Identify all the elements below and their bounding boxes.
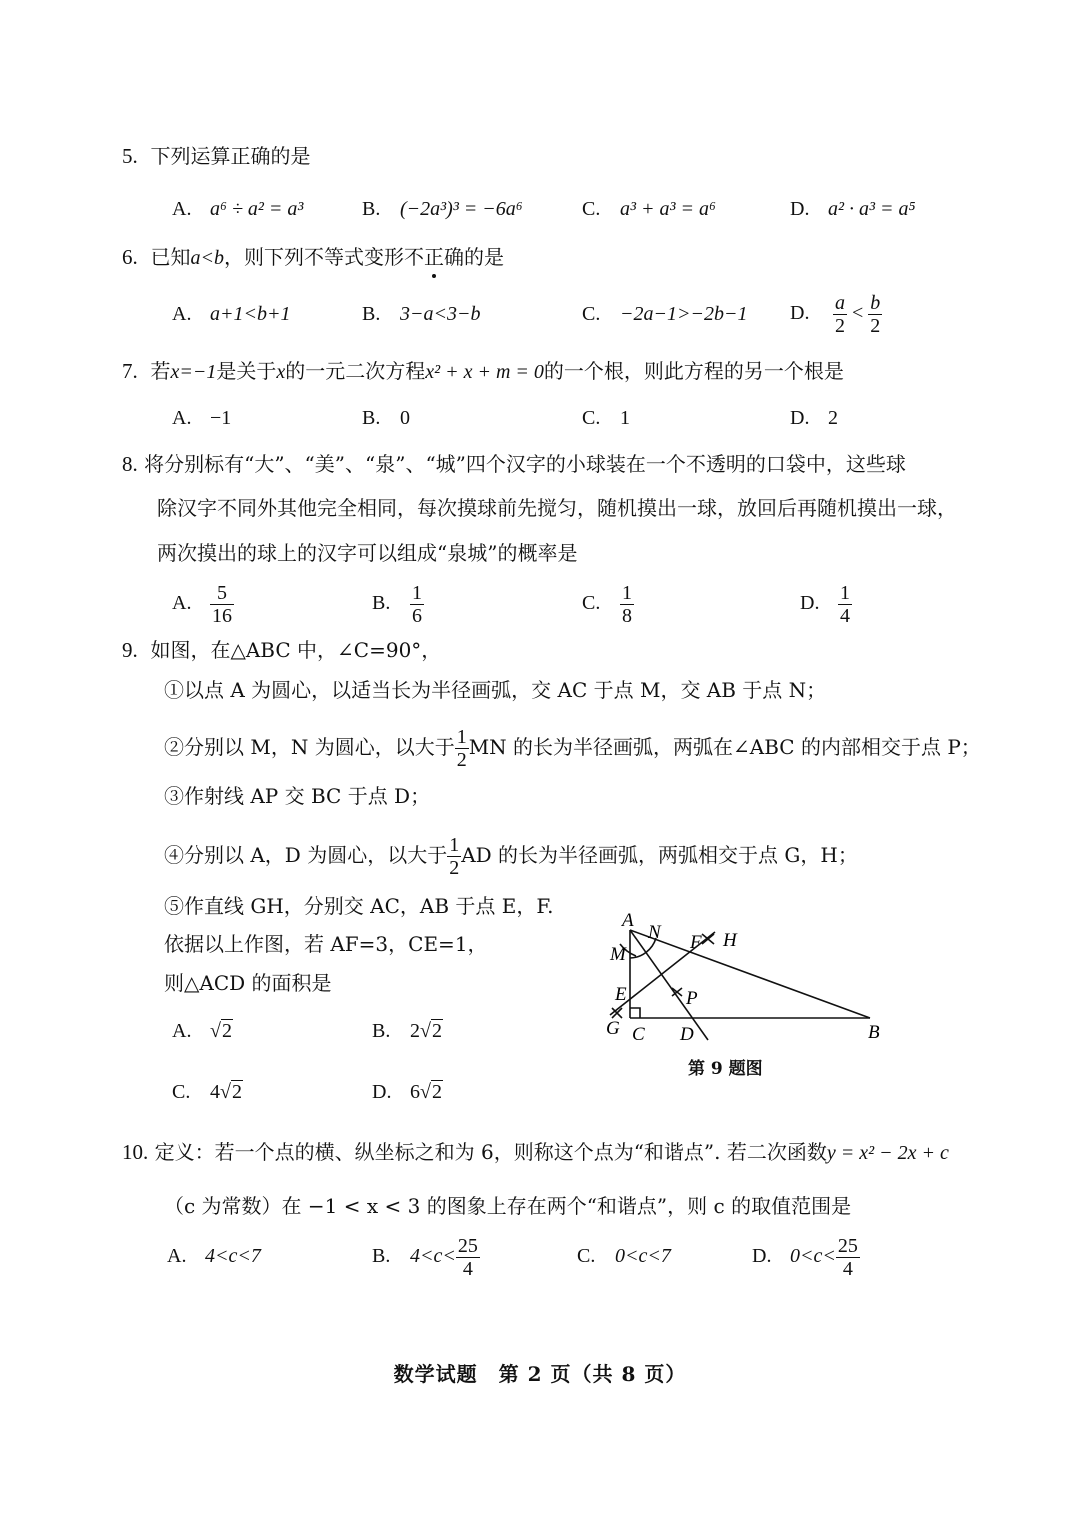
q10-option-b: B. 4<c< $\frac{25}{4}$ (372, 1235, 478, 1280)
q5-option-b: B. (−2a³)³ = −6a⁶ (362, 198, 523, 220)
q7-option-d: D. 2 (790, 407, 838, 429)
q8-option-d: D. $\frac{1}{4}$ (800, 582, 850, 627)
q9-step-4: ④分别以 A，D 为圆心，以大于 $\frac{1}{2}$ AD 的长为半径画弧，两弧相交于点 G，H； (164, 834, 858, 879)
label-h: H (723, 930, 737, 951)
q10-option-a: A. 4<c<7 (167, 1245, 261, 1267)
q9-option-d: D. 6√2 (372, 1081, 442, 1103)
q8-line-3: 两次摸出的球上的汉字可以组成“泉城”的概率是 (157, 541, 578, 565)
label-e: E (615, 984, 627, 1005)
q8-line-1: 8. 将分别标有“大”、“美”、“泉”、“城”四个汉字的小球装在一个不透明的口袋中，这些球 (122, 452, 906, 476)
q9-option-c: C. 4√2 (172, 1081, 242, 1103)
q9-ask: 则△ACD 的面积是 (164, 971, 332, 995)
q7-stem: 7. 若x=−1是关于x的一元二次方程x² + x + m = 0的一个根，则此方程的另一个根是 (122, 359, 844, 383)
page-footer: 数学试题 第 2 页（共 8 页） (393, 1362, 687, 1386)
segment-ab (630, 930, 870, 1018)
label-p: P (686, 988, 698, 1009)
label-a: A (622, 910, 634, 931)
q9-figure (590, 900, 910, 1050)
label-c: C (632, 1024, 645, 1045)
q6-stem: 6. 已知a<b，则下列不等式变形不正确的是 (122, 245, 504, 269)
q6-option-b: B. 3−a<3−b (362, 303, 481, 325)
q6-option-c: C. −2a−1>−2b−1 (582, 303, 748, 325)
cross-h (702, 934, 714, 944)
label-g: G (606, 1018, 620, 1039)
q8-line-2: 除汉字不同外其他完全相同，每次摸球前先搅匀，随机摸出一球，放回后再随机摸出一球， (157, 496, 957, 520)
q7-option-c: C. 1 (582, 407, 630, 429)
q9-step-3: ③作射线 AP 交 BC 于点 D； (164, 784, 431, 808)
q10-option-d: D. 0<c< $\frac{25}{4}$ (752, 1235, 858, 1280)
label-n: N (648, 922, 661, 943)
label-m: M (610, 944, 626, 965)
q9-step-1: ①以点 A 为圆心，以适当长为半径画弧，交 AC 于点 M，交 AB 于点 N； (164, 678, 827, 702)
q8-option-b: B. $\frac{1}{6}$ (372, 582, 422, 627)
q9-figure-caption: 第 9 题图 (688, 1059, 763, 1079)
q9-step-2: ②分别以 M，N 为圆心，以大于 $\frac{1}{2}$ MN 的长为半径画弧，两弧在∠ABC 的内部相交于点 P； (164, 726, 981, 771)
q9-option-a: A. √2 (172, 1020, 232, 1042)
q5-option-c: C. a³ + a³ = a⁶ (582, 198, 716, 220)
q9-option-b: B. 2√2 (372, 1020, 442, 1042)
q8-option-c: C. $\frac{1}{8}$ (582, 582, 632, 627)
q7-option-a: A. −1 (172, 407, 232, 429)
q5-option-a: A. a⁶ ÷ a² = a³ (172, 198, 304, 220)
right-angle-mark (630, 1008, 640, 1018)
q6-option-d: D. $\frac{a}{2}$ < $\frac{b}{2}$ (790, 292, 881, 337)
q6-option-a: A. a+1<b+1 (172, 303, 291, 325)
label-f: F (690, 932, 702, 953)
label-d: D (680, 1024, 694, 1045)
q10-line-1: 10. 定义：若一个点的横、纵坐标之和为 6，则称这个点为“和谐点”. 若二次函数y = x² − 2x + c (122, 1140, 949, 1164)
q9-stem: 9. 如图，在△ABC 中，∠C=90°， (122, 638, 442, 662)
q10-line-2: （c 为常数）在 −1 < x < 3 的图象上存在两个“和谐点”，则 c 的取值范围是 (164, 1194, 852, 1218)
q6-emphasis: 不正确 (403, 245, 464, 269)
q9-given: 依据以上作图，若 AF=3，CE=1， (164, 932, 488, 956)
q5-option-d: D. a² · a³ = a⁵ (790, 198, 916, 220)
q9-step-5: ⑤作直线 GH，分别交 AC，AB 于点 E，F. (164, 894, 554, 918)
q5-stem: 5. 下列运算正确的是 (122, 144, 311, 168)
q7-option-b: B. 0 (362, 407, 410, 429)
label-b: B (868, 1022, 880, 1043)
q10-option-c: C. 0<c<7 (577, 1245, 671, 1267)
q8-option-a: A. $\frac{5}{16}$ (172, 582, 232, 627)
